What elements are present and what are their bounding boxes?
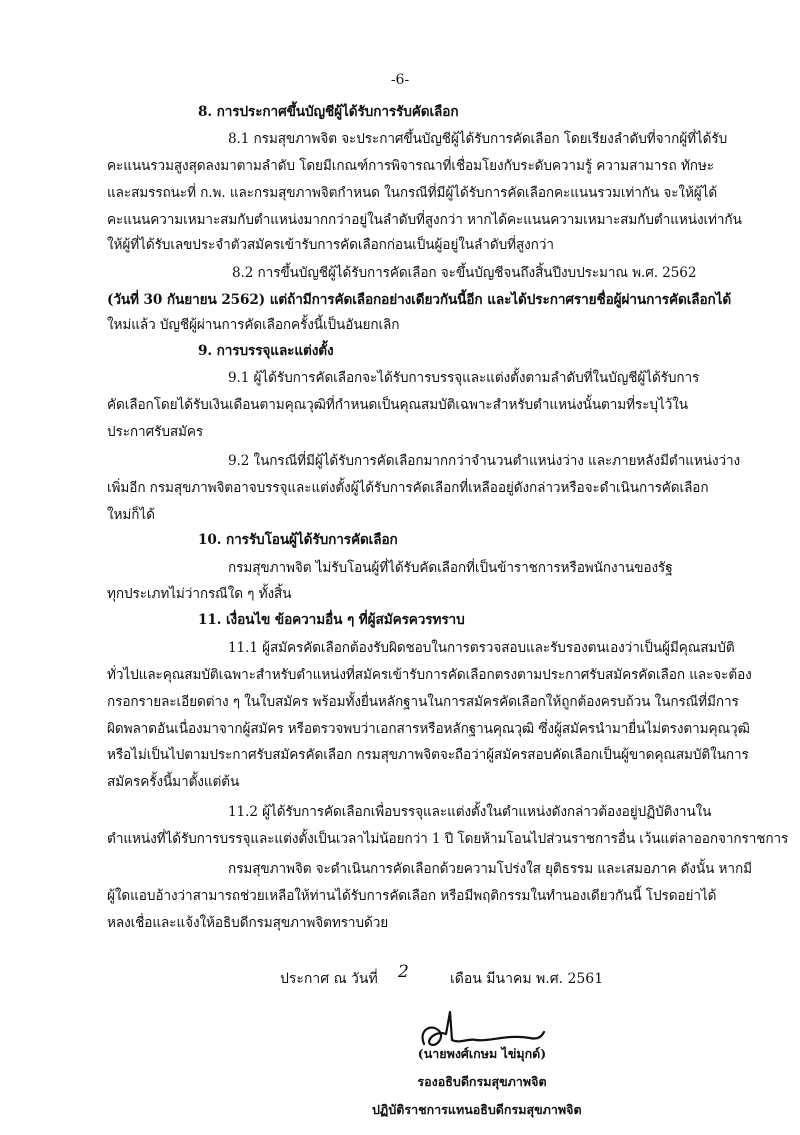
paragraph-line: ทั่วไปและคุณสมบัติเฉพาะสำหรับตำแหน่งที่สมัครเข้ารับการคัดเลือกตรงตามประกาศรับสมัครคัดเลือก และจะต้อง (107, 667, 752, 683)
paragraph-line: 8.2 การขึ้นบัญชีผู้ได้รับการคัดเลือก จะขึ้นบัญชีจนถึงสิ้นปีงบประมาณ พ.ศ. 2562 (232, 265, 697, 281)
signatory-name: (นายพงศ์เกษม ไข่มุกด์) (417, 1046, 547, 1061)
paragraph-line: 9.2 ในกรณีที่มีผู้ได้รับการคัดเลือกมากกว่าจำนวนตำแหน่งว่าง และภายหลังมีตำแหน่งว่าง (228, 453, 741, 469)
paragraph-line: สมัครครั้งนี้มาตั้งแต่ต้น (107, 774, 240, 790)
paragraph-line: หรือไม่เป็นไปตามประกาศรับสมัครคัดเลือก กรมสุขภาพจิตจะถือว่าผู้สมัครสอบคัดเลือกเป็นผู้ขาดคุณสมบัติในการ (107, 747, 749, 763)
signatory-acting-title: ปฏิบัติราชการแทนอธิบดีกรมสุขภาพจิต (372, 1102, 582, 1117)
announcement-prefix: ประกาศ ณ วันที่ (280, 971, 378, 987)
paragraph-line: 8.1 กรมสุขภาพจิต จะประกาศขึ้นบัญชีผู้ได้รับการคัดเลือก โดยเรียงลำดับที่จากผู้ที่ได้รับ (228, 131, 728, 147)
paragraph-line: ผิดพลาดอันเนื่องมาจากผู้สมัคร หรือตรวจพบว่าเอกสารหรือหลักฐานคุณวุฒิ ซึ่งผู้สมัครนำมายื่นไม่ตรงตามคุณวุฒิ (107, 721, 750, 737)
paragraph-line: และสมรรถนะที่ ก.พ. และกรมสุขภาพจิตกำหนด ในกรณีที่มีผู้ได้รับการคัดเลือกคะแนนรวมเท่ากัน จะให้ผู้ได้ (107, 185, 718, 201)
paragraph-line: เพิ่มอีก กรมสุขภาพจิตอาจบรรจุและแต่งตั้งผู้ได้รับการคัดเลือกที่เหลืออยู่ดังกล่าวหรือจะดำเนินการคัดเลือก (107, 480, 709, 496)
paragraph-line: 11.1 ผู้สมัครคัดเลือกต้องรับผิดชอบในการตรวจสอบและรับรองตนเองว่าเป็นผู้มีคุณสมบัติ (228, 640, 735, 656)
paragraph-line: คะแนนรวมสูงสุดลงมาตามลำดับ โดยมีเกณฑ์การพิจารณาที่เชื่อมโยงกับระดับความรู้ ความสามารถ ทักษะ (107, 158, 714, 174)
section-11-heading: 11. เงื่อนไข ข้อความอื่น ๆ ที่ผู้สมัครควรทราบ (198, 612, 465, 628)
paragraph-line: ประกาศรับสมัคร (107, 424, 204, 440)
section-9-heading: 9. การบรรจุและแต่งตั้ง (198, 343, 334, 359)
page-number: -6- (390, 72, 410, 88)
paragraph-line: กรอกรายละเอียดต่าง ๆ ในใบสมัคร พร้อมทั้งยื่นหลักฐานในการสมัครคัดเลือกให้ถูกต้องครบถ้วน ในกรณีที่มีการ (107, 694, 739, 710)
section-8-heading: 8. การประกาศขึ้นบัญชีผู้ได้รับการรับคัดเลือก (198, 104, 459, 120)
paragraph-line: กรมสุขภาพจิต ไม่รับโอนผู้ที่ได้รับคัดเลือกที่เป็นข้าราชการหรือพนักงานของรัฐ (228, 560, 673, 576)
paragraph-line: ให้ผู้ที่ได้รับเลขประจำตัวสมัครเข้ารับการคัดเลือกก่อนเป็นผู้อยู่ในลำดับที่สูงกว่า (107, 237, 554, 253)
paragraph-line: (วันที่ 30 กันยายน 2562) แต่ถ้ามีการคัดเลือกอย่างเดียวกันนี้อีก และได้ประกาศรายชื่อผู้ผ่านการคัดเลือกได้ (107, 292, 732, 308)
announcement-day: 2 (398, 962, 409, 982)
paragraph-line: หลงเชื่อและแจ้งให้อธิบดีกรมสุขภาพจิตทราบด้วย (107, 915, 389, 931)
announcement-month-year: เดือน มีนาคม พ.ศ. 2561 (450, 971, 604, 987)
paragraph-line: ผู้ใดแอบอ้างว่าสามารถช่วยเหลือให้ท่านได้รับการคัดเลือก หรือมีพฤติกรรมในทำนองเดียวกันนี้ โปรดอย่าได้ (107, 888, 717, 904)
signatory-title: รองอธิบดีกรมสุขภาพจิต (417, 1074, 547, 1089)
paragraph-line: 9.1 ผู้ได้รับการคัดเลือกจะได้รับการบรรจุและแต่งตั้งตามลำดับที่ในบัญชีผู้ได้รับการ (228, 370, 700, 386)
paragraph-line: ใหม่ก็ได้ (107, 507, 155, 523)
paragraph-line: คัดเลือกโดยได้รับเงินเดือนตามคุณวุฒิที่กำหนดเป็นคุณสมบัติเฉพาะสำหรับตำแหน่งนั้นตามที่ระบุไว้ใน (107, 397, 688, 413)
paragraph-line: ตำแหน่งที่ได้รับการบรรจุและแต่งตั้งเป็นเวลาไม่น้อยกว่า 1 ปี โดยห้ามโอนไปส่วนราชการอื่น เว้นแต่ลาออกจากราชการ (107, 831, 789, 847)
paragraph-line: กรมสุขภาพจิต จะดำเนินการคัดเลือกด้วยความโปร่งใส ยุติธรรม และเสมอภาค ดังนั้น หากมี (228, 861, 752, 877)
paragraph-line: คะแนนความเหมาะสมกับตำแหน่งมากกว่าอยู่ในลำดับที่สูงกว่า หากได้คะแนนความเหมาะสมกับตำแหน่งเท่ากัน (107, 212, 742, 228)
section-10-heading: 10. การรับโอนผู้ได้รับการคัดเลือก (198, 532, 398, 548)
paragraph-line: ทุกประเภทไม่ว่ากรณีใด ๆ ทั้งสิ้น (107, 586, 292, 602)
paragraph-line: ใหม่แล้ว บัญชีผู้ผ่านการคัดเลือกครั้งนี้เป็นอันยกเลิก (107, 317, 400, 333)
paragraph-line: 11.2 ผู้ได้รับการคัดเลือกเพื่อบรรจุและแต่งตั้งในตำแหน่งดังกล่าวต้องอยู่ปฏิบัติงานใน (228, 804, 712, 820)
